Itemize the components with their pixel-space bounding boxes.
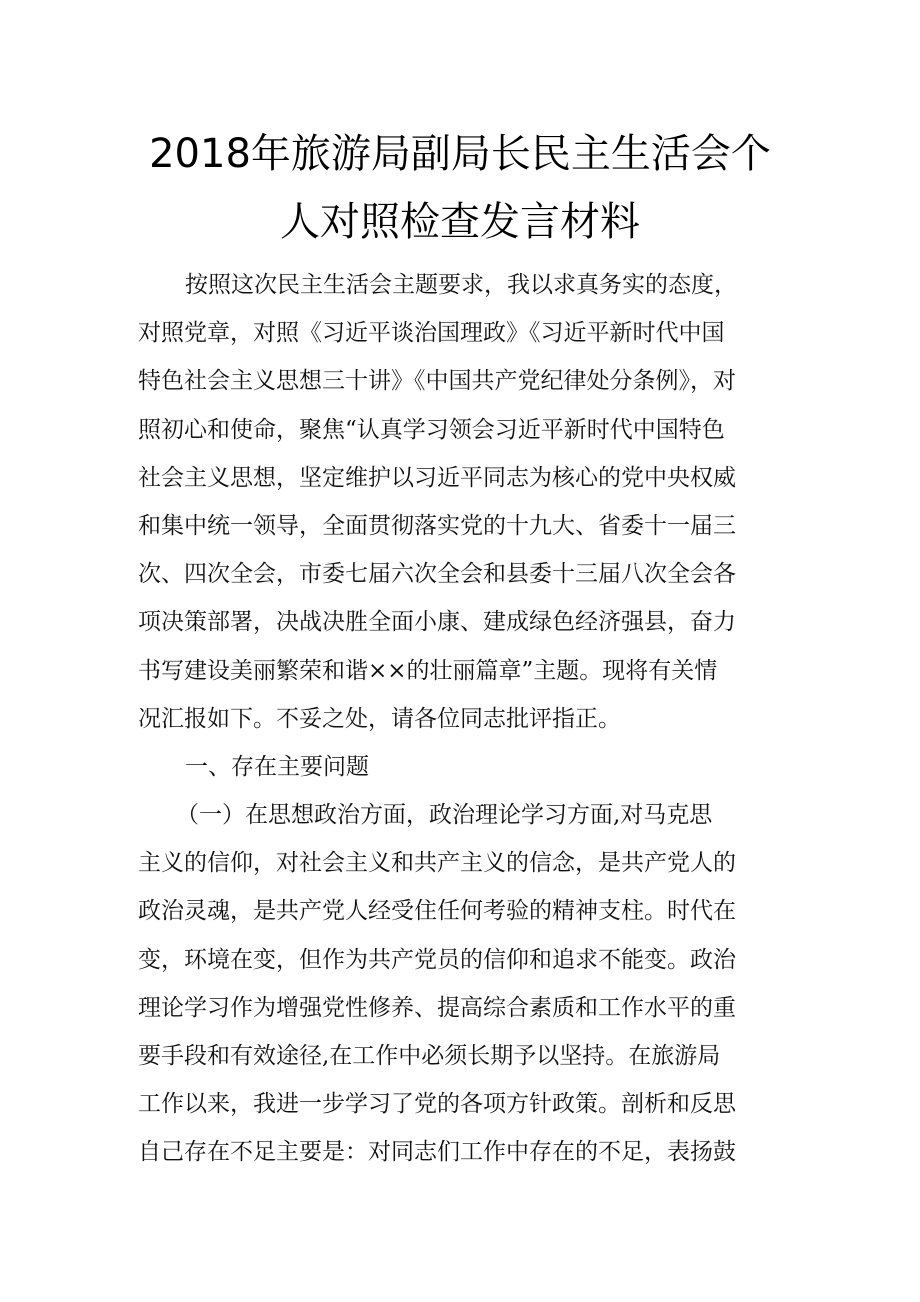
body-line: 要手段和有效途径,在工作中必须长期予以坚持。在旅游局	[138, 1043, 721, 1069]
document-title-line-1: 2018年旅游局副局长民主生活会个	[149, 131, 771, 177]
body-line: 主义的信仰，对社会主义和共产主义的信念，是共产党人的	[138, 850, 736, 877]
body-line: 变，环境在变，但作为共产党员的信仰和追求不能变。政治	[138, 946, 736, 973]
document-body	[138, 261, 788, 1177]
subsection-line: （一）在思想政治方面，政治理论学习方面,对马克思	[176, 802, 713, 829]
body-line: 社会主义思想，坚定维护以习近平同志为核心的党中央权威	[138, 464, 736, 491]
body-line: 照初心和使命，聚焦“认真学习领会习近平新时代中国特色	[138, 416, 725, 443]
section-heading: 一、存在主要问题	[185, 753, 369, 780]
body-line: 按照这次民主生活会主题要求，我以求真务实的态度，	[185, 272, 737, 298]
body-line: 工作以来，我进一步学习了党的各项方针政策。剖析和反思	[138, 1091, 736, 1118]
body-line: 书写建设美丽繁荣和谐××的壮丽篇章”主题。现将有关情	[138, 657, 718, 684]
body-line: 理论学习作为增强党性修养、提高综合素质和工作水平的重	[138, 994, 736, 1021]
body-line: 特色社会主义思想三十讲》《中国共产党纪律处分条例》，对	[138, 368, 736, 395]
body-line: 政治灵魂，是共产党人经受住任何考验的精神支柱。时代在	[138, 898, 736, 925]
body-line: 项决策部署，决战决胜全面小康、建成绿色经济强县，奋力	[138, 609, 736, 636]
body-line: 和集中统一领导，全面贯彻落实党的十九大、省委十一届三	[138, 512, 736, 539]
body-line: 次、四次全会，市委七届六次全会和县委十三届八次全会各	[138, 561, 736, 588]
body-line: 自己存在不足主要是：对同志们工作中存在的不足，表扬鼓	[138, 1139, 736, 1166]
body-line: 况汇报如下。不妥之处，请各位同志批评指正。	[138, 705, 621, 732]
body-line: 对照党章，对照《习近平谈治国理政》《习近平新时代中国	[138, 320, 725, 347]
document-title-line-2: 人对照检查发言材料	[280, 199, 640, 245]
